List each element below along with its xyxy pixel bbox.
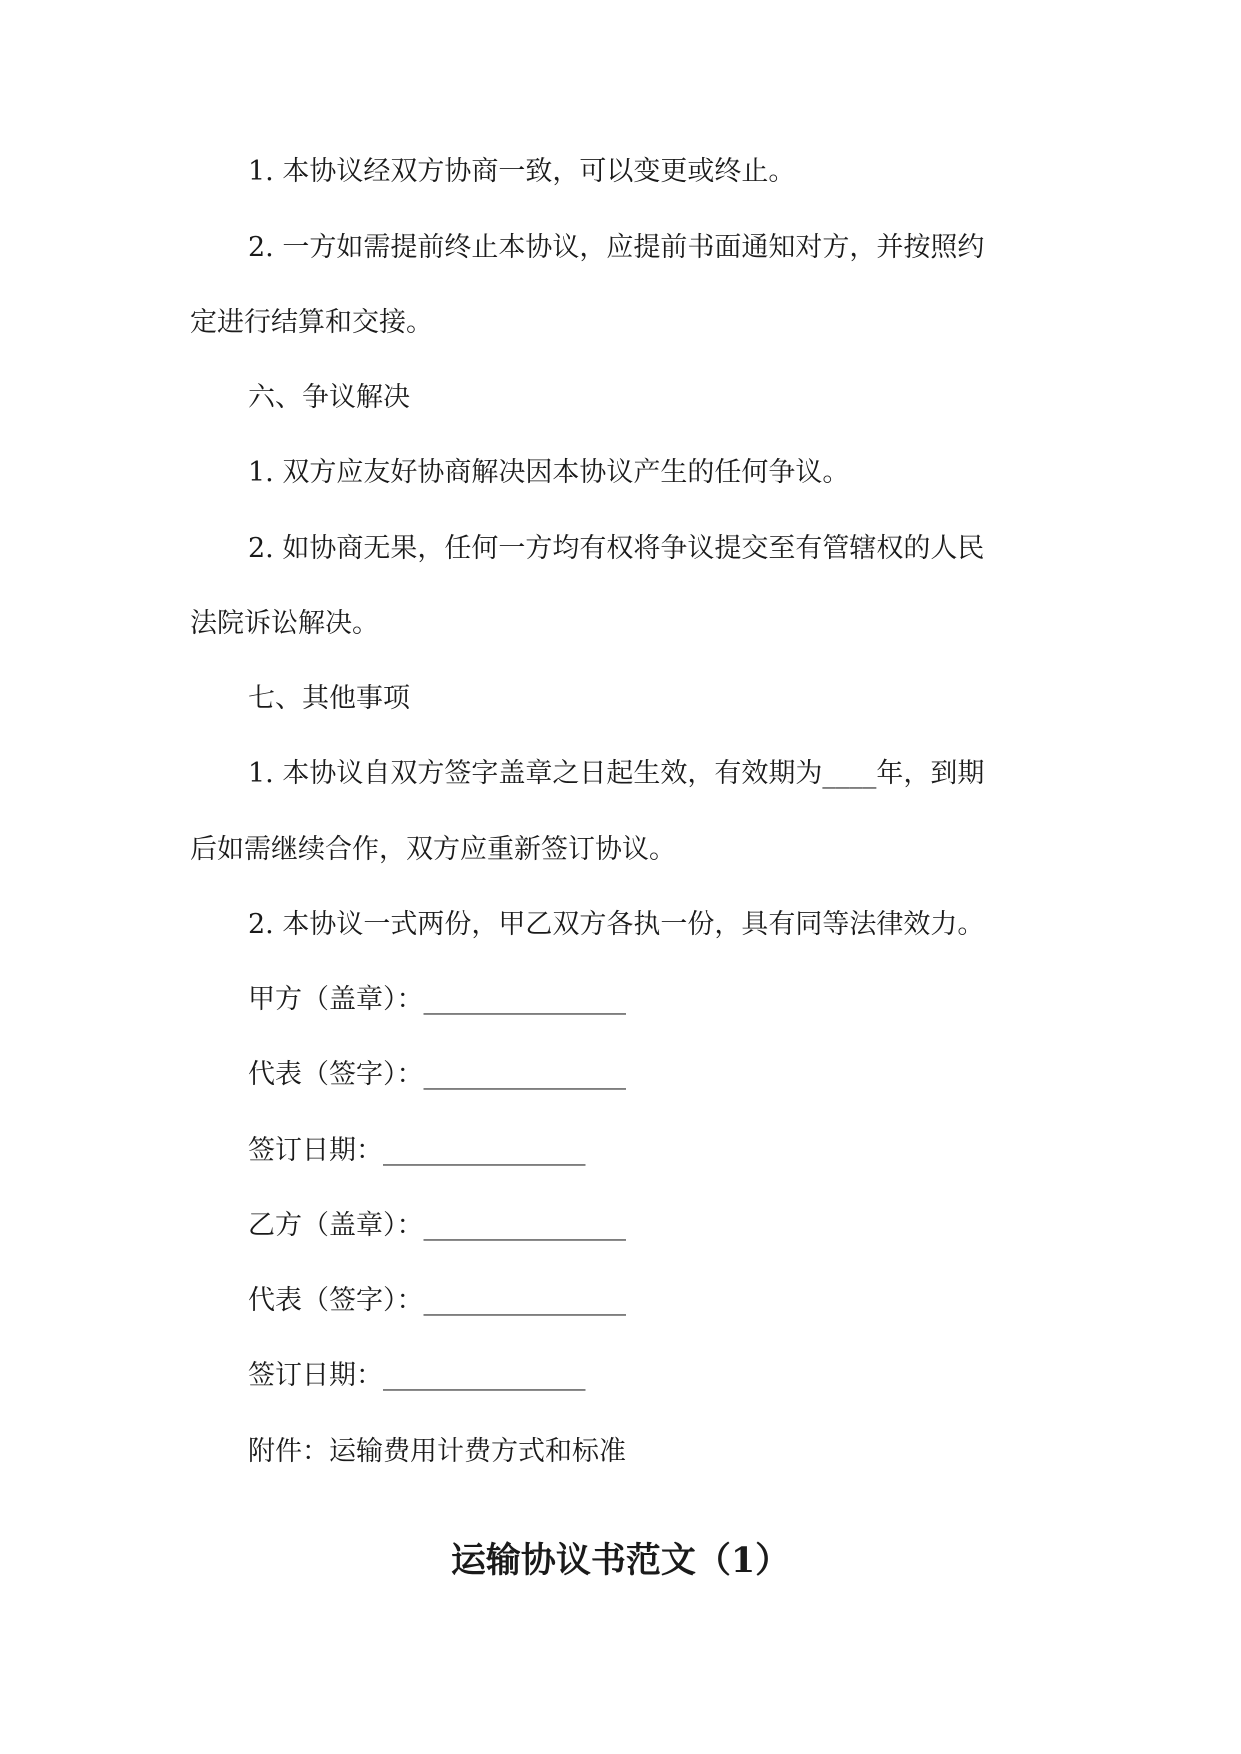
clause-7-1-continued: 后如需继续合作，双方应重新签订协议。 [190, 834, 676, 865]
party-a-representative-field: 代表（签字）：_______________ [248, 1059, 626, 1090]
party-a-sign-date-field: 签订日期：_______________ [248, 1135, 586, 1166]
next-document-title: 运输协议书范文（1） [450, 1540, 791, 1581]
clause-5-2: 2. 一方如需提前终止本协议，应提前书面通知对方，并按照约 [248, 232, 985, 263]
clause-5-2-continued: 定进行结算和交接。 [190, 307, 433, 338]
party-b-representative-field: 代表（签字）：_______________ [248, 1285, 626, 1316]
clause-7-2: 2. 本协议一式两份，甲乙双方各执一份，具有同等法律效力。 [248, 909, 985, 940]
section-heading-dispute: 六、争议解决 [248, 382, 410, 413]
party-b-sign-date-field: 签订日期：_______________ [248, 1360, 586, 1391]
party-a-seal-field: 甲方（盖章）：_______________ [248, 984, 626, 1015]
clause-5-1: 1. 本协议经双方协商一致，可以变更或终止。 [248, 156, 796, 187]
party-b-seal-field: 乙方（盖章）：_______________ [248, 1210, 626, 1241]
section-heading-other: 七、其他事项 [248, 683, 410, 714]
clause-6-1: 1. 双方应友好协商解决因本协议产生的任何争议。 [248, 457, 850, 488]
clause-7-1: 1. 本协议自双方签字盖章之日起生效，有效期为____年，到期 [248, 758, 985, 789]
attachment-note: 附件：运输费用计费方式和标准 [248, 1436, 626, 1467]
clause-6-2: 2. 如协商无果，任何一方均有权将争议提交至有管辖权的人民 [248, 533, 985, 564]
clause-6-2-continued: 法院诉讼解决。 [190, 608, 379, 639]
